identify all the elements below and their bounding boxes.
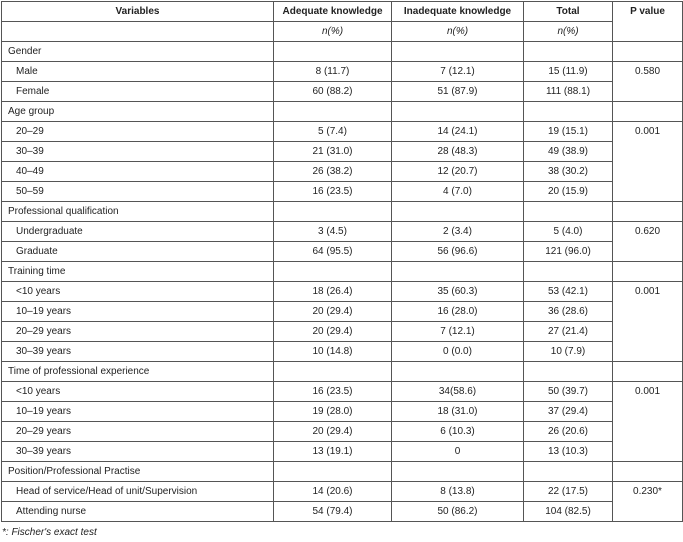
cell-inadequate: 18 (31.0) xyxy=(392,402,524,422)
section-title: Time of professional experience xyxy=(2,362,274,382)
table-row xyxy=(2,222,683,242)
table-row xyxy=(2,342,683,362)
empty-cell xyxy=(524,102,613,122)
cell-inadequate: 0 (0.0) xyxy=(392,342,524,362)
cell-adequate: 14 (20.6) xyxy=(274,482,392,502)
empty-cell xyxy=(274,362,392,382)
cell-total: 27 (21.4) xyxy=(524,322,613,342)
table-row xyxy=(2,502,683,522)
row-label: Female xyxy=(2,82,274,102)
cell-total: 49 (38.9) xyxy=(524,142,613,162)
empty-cell xyxy=(274,462,392,482)
cell-total: 22 (17.5) xyxy=(524,482,613,502)
cell-total: 37 (29.4) xyxy=(524,402,613,422)
unit-inadequate: n(%) xyxy=(392,22,524,42)
row-label: <10 years xyxy=(2,382,274,402)
header-inadequate: Inadequate knowledge xyxy=(392,2,524,22)
header-variables: Variables xyxy=(2,2,274,22)
empty-cell xyxy=(613,462,683,482)
row-label: 50–59 xyxy=(2,182,274,202)
empty-cell xyxy=(613,102,683,122)
cell-adequate: 18 (26.4) xyxy=(274,282,392,302)
table-row xyxy=(2,422,683,442)
section-header-row xyxy=(2,42,683,62)
row-label: 20–29 years xyxy=(2,422,274,442)
cell-pvalue: 0.001 xyxy=(613,122,683,202)
cell-total: 111 (88.1) xyxy=(524,82,613,102)
cell-total: 121 (96.0) xyxy=(524,242,613,262)
cell-total: 38 (30.2) xyxy=(524,162,613,182)
cell-total: 20 (15.9) xyxy=(524,182,613,202)
row-label: 40–49 xyxy=(2,162,274,182)
cell-inadequate: 51 (87.9) xyxy=(392,82,524,102)
empty-cell xyxy=(524,262,613,282)
unit-empty xyxy=(2,22,274,42)
empty-cell xyxy=(613,42,683,62)
cell-adequate: 64 (95.5) xyxy=(274,242,392,262)
empty-cell xyxy=(392,262,524,282)
cell-inadequate: 4 (7.0) xyxy=(392,182,524,202)
table-row xyxy=(2,282,683,302)
row-label: 30–39 xyxy=(2,142,274,162)
empty-cell xyxy=(524,202,613,222)
table-row xyxy=(2,382,683,402)
table-row xyxy=(2,82,683,102)
row-label: Undergraduate xyxy=(2,222,274,242)
cell-adequate: 54 (79.4) xyxy=(274,502,392,522)
table-row xyxy=(2,482,683,502)
cell-total: 13 (10.3) xyxy=(524,442,613,462)
section-title: Professional qualification xyxy=(2,202,274,222)
row-label: Male xyxy=(2,62,274,82)
table-row xyxy=(2,242,683,262)
table-body xyxy=(2,42,683,522)
empty-cell xyxy=(392,462,524,482)
row-label: 10–19 years xyxy=(2,302,274,322)
header-pvalue: P value xyxy=(613,2,683,42)
cell-inadequate: 7 (12.1) xyxy=(392,322,524,342)
cell-total: 36 (28.6) xyxy=(524,302,613,322)
table-row xyxy=(2,182,683,202)
header-adequate: Adequate knowledge xyxy=(274,2,392,22)
row-label: 10–19 years xyxy=(2,402,274,422)
empty-cell xyxy=(392,202,524,222)
cell-total: 19 (15.1) xyxy=(524,122,613,142)
section-header-row xyxy=(2,362,683,382)
cell-adequate: 10 (14.8) xyxy=(274,342,392,362)
row-label: 20–29 years xyxy=(2,322,274,342)
row-label: Attending nurse xyxy=(2,502,274,522)
row-label: Head of service/Head of unit/Supervision xyxy=(2,482,274,502)
section-title: Training time xyxy=(2,262,274,282)
row-label: 20–29 xyxy=(2,122,274,142)
cell-inadequate: 34(58.6) xyxy=(392,382,524,402)
cell-adequate: 20 (29.4) xyxy=(274,322,392,342)
cell-adequate: 13 (19.1) xyxy=(274,442,392,462)
cell-inadequate: 12 (20.7) xyxy=(392,162,524,182)
cell-pvalue: 0.001 xyxy=(613,282,683,362)
cell-total: 50 (39.7) xyxy=(524,382,613,402)
empty-cell xyxy=(613,362,683,382)
cell-total: 10 (7.9) xyxy=(524,342,613,362)
empty-cell xyxy=(392,102,524,122)
cell-inadequate: 0 xyxy=(392,442,524,462)
cell-pvalue: 0.230* xyxy=(613,482,683,522)
cell-pvalue: 0.001 xyxy=(613,382,683,462)
table-row xyxy=(2,162,683,182)
empty-cell xyxy=(274,202,392,222)
section-title: Position/Professional Practise xyxy=(2,462,274,482)
row-label: 30–39 years xyxy=(2,342,274,362)
empty-cell xyxy=(392,42,524,62)
table-row xyxy=(2,142,683,162)
unit-row xyxy=(2,22,683,42)
cell-adequate: 26 (38.2) xyxy=(274,162,392,182)
cell-adequate: 8 (11.7) xyxy=(274,62,392,82)
empty-cell xyxy=(274,262,392,282)
cell-total: 5 (4.0) xyxy=(524,222,613,242)
cell-adequate: 21 (31.0) xyxy=(274,142,392,162)
empty-cell xyxy=(274,102,392,122)
empty-cell xyxy=(613,262,683,282)
table-row xyxy=(2,322,683,342)
cell-adequate: 16 (23.5) xyxy=(274,382,392,402)
section-title: Gender xyxy=(2,42,274,62)
empty-cell xyxy=(274,42,392,62)
cell-pvalue: 0.620 xyxy=(613,222,683,262)
cell-inadequate: 2 (3.4) xyxy=(392,222,524,242)
cell-total: 15 (11.9) xyxy=(524,62,613,82)
section-header-row xyxy=(2,462,683,482)
cell-adequate: 5 (7.4) xyxy=(274,122,392,142)
empty-cell xyxy=(524,42,613,62)
table-row xyxy=(2,302,683,322)
empty-cell xyxy=(524,462,613,482)
cell-adequate: 20 (29.4) xyxy=(274,302,392,322)
row-label: Graduate xyxy=(2,242,274,262)
section-header-row xyxy=(2,102,683,122)
table-row xyxy=(2,62,683,82)
row-label: <10 years xyxy=(2,282,274,302)
cell-inadequate: 8 (13.8) xyxy=(392,482,524,502)
unit-total: n(%) xyxy=(524,22,613,42)
header-row xyxy=(2,2,683,22)
cell-adequate: 20 (29.4) xyxy=(274,422,392,442)
table-row xyxy=(2,442,683,462)
cell-inadequate: 56 (96.6) xyxy=(392,242,524,262)
header-total: Total xyxy=(524,2,613,22)
section-header-row xyxy=(2,262,683,282)
empty-cell xyxy=(392,362,524,382)
row-label: 30–39 years xyxy=(2,442,274,462)
cell-inadequate: 7 (12.1) xyxy=(392,62,524,82)
empty-cell xyxy=(613,202,683,222)
table-row xyxy=(2,122,683,142)
footnote: *: Fischer's exact test xyxy=(2,527,97,538)
cell-inadequate: 6 (10.3) xyxy=(392,422,524,442)
table-row xyxy=(2,402,683,422)
cell-total: 104 (82.5) xyxy=(524,502,613,522)
cell-adequate: 60 (88.2) xyxy=(274,82,392,102)
cell-total: 53 (42.1) xyxy=(524,282,613,302)
cell-adequate: 3 (4.5) xyxy=(274,222,392,242)
empty-cell xyxy=(524,362,613,382)
section-title: Age group xyxy=(2,102,274,122)
cell-adequate: 16 (23.5) xyxy=(274,182,392,202)
cell-pvalue: 0.580 xyxy=(613,62,683,102)
cell-inadequate: 14 (24.1) xyxy=(392,122,524,142)
cell-inadequate: 28 (48.3) xyxy=(392,142,524,162)
cell-inadequate: 16 (28.0) xyxy=(392,302,524,322)
knowledge-table xyxy=(1,1,683,522)
cell-inadequate: 35 (60.3) xyxy=(392,282,524,302)
cell-total: 26 (20.6) xyxy=(524,422,613,442)
cell-inadequate: 50 (86.2) xyxy=(392,502,524,522)
cell-adequate: 19 (28.0) xyxy=(274,402,392,422)
unit-adequate: n(%) xyxy=(274,22,392,42)
section-header-row xyxy=(2,202,683,222)
